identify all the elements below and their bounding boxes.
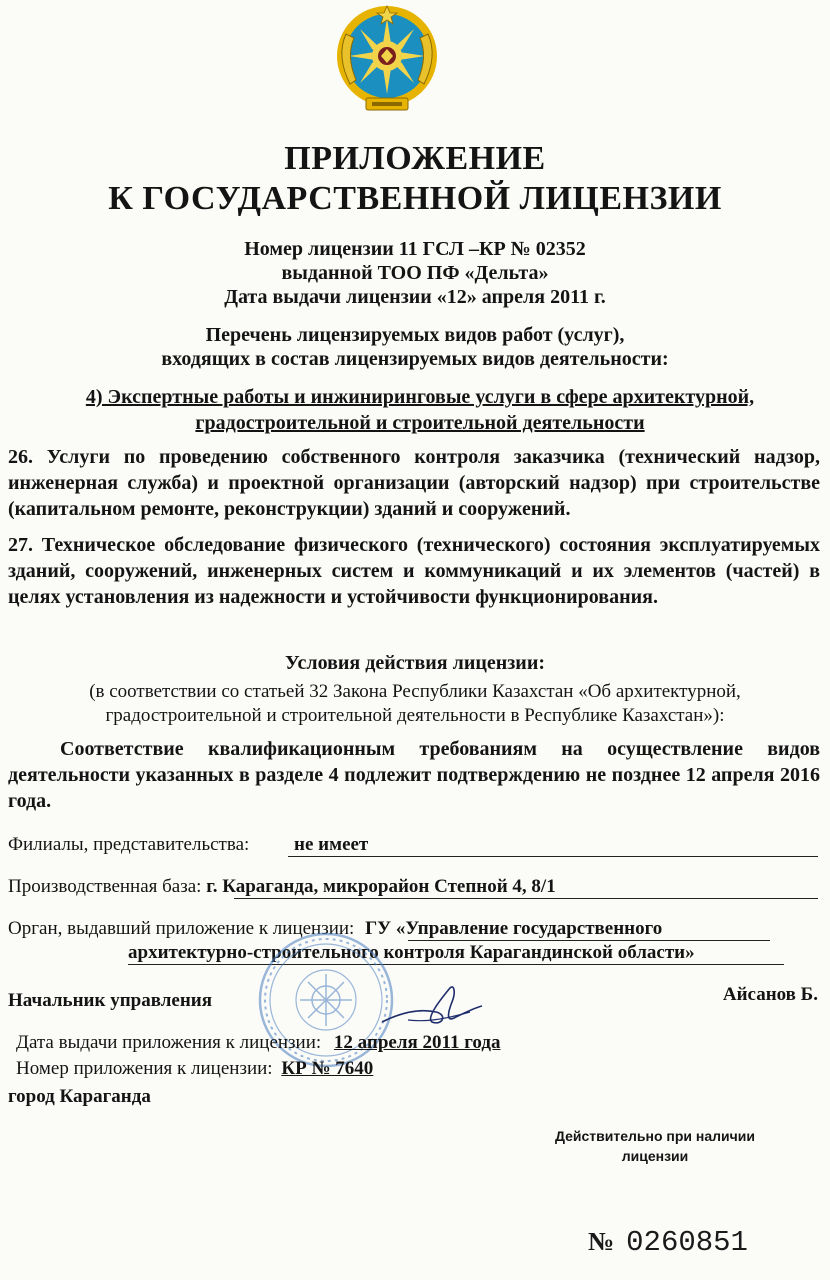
production-base-label: Производственная база: [8,876,202,897]
appendix-issue-date-value: 12 апреля 2011 года [333,1032,501,1053]
branches-label: Филиалы, представительства: [8,834,250,855]
branches-value: не имеет [294,834,369,855]
license-number: Номер лицензии 11 ГСЛ –КР № 02352 [244,238,586,260]
state-emblem-icon [332,4,442,116]
validity-note-line1: Действительно при наличии [554,1128,756,1144]
conditions-basis-line1: (в соответствии со статьей 32 Закона Республики Казахстан «Об архитектурной, [89,681,741,702]
production-base-value: г. Караганда, микрорайон Степной 4, 8/1 [206,876,556,897]
works-list-heading-line2: входящих в состав лицензируемых видов деятельности: [161,348,669,370]
section-heading [40,384,800,436]
works-list-heading: Перечень лицензируемых видов работ (услуг), [205,324,625,346]
signatory-name: Айсанов Б. [722,984,818,1005]
work-item-27: 27. Техническое обследование физического (технического) состояния эксплуатируемых зданий, сооружений, инженерных систем и коммуникаций и их элементов (частей) в целях установления из надежности и устойчивости функционирования. [8,534,820,608]
issuing-authority-underline [408,940,770,941]
section-heading-line2: градостроительной и строительной деятельности [195,412,645,434]
issuing-authority-value-line2: архитектурно-строительного контроля Карагандинской области» [128,942,695,963]
signatory-position: Начальник управления [8,990,212,1011]
branches-underline [288,856,818,857]
issuing-authority-label: Орган, выдавший приложение к лицензии: [8,918,355,939]
license-issue-date: Дата выдачи лицензии «12» апреля 2011 г. [224,286,606,308]
production-base-underline [234,898,818,899]
licensee-name: выданной ТОО ПФ «Дельта» [281,262,549,284]
appendix-number-value: КР № 7640 [281,1058,374,1079]
conditions-basis-line2: градостроительной и строительной деятельности в Республике Казахстан»): [105,705,725,726]
issuing-authority-value: ГУ «Управление государственного [365,918,663,939]
serial-number-sign: № [588,1227,615,1256]
conditions-heading: Условия действия лицензии: [284,652,546,674]
work-item-26: 26. Услуги по проведению собственного контроля заказчика (технический надзор, инженерная служба) и проектной организации (авторский надзор) при строительстве (капитальном ремонте, реконструкции) зданий и сооружений. [8,446,820,520]
appendix-issue-date-row [16,1032,500,1054]
serial-number-value: 0260851 [626,1226,748,1259]
production-base-field [8,876,556,898]
validity-note-line2: лицензии [621,1148,689,1164]
form-serial-number [588,1226,748,1259]
appendix-number-row [16,1058,373,1080]
conditions-text: Соответствие квалификационным требованиям на осуществление видов деятельности указанных в разделе 4 подлежит подтверждению не позднее 12 апреля 2016 года. [8,738,820,812]
issuing-city: город Караганда [8,1086,151,1107]
conditions-basis [20,680,810,728]
document-title-line2: К ГОСУДАРСТВЕННОЙ ЛИЦЕНЗИИ [108,180,722,217]
section-heading-line1: 4) Экспертные работы и инжиниринговые услуги в сфере архитектурной, [85,386,755,408]
appendix-issue-date-label: Дата выдачи приложения к лицензии: [16,1032,322,1053]
issuing-authority-value-line2-row [128,942,695,964]
validity-note [540,1126,770,1166]
issuing-authority-underline-2 [128,964,784,965]
document-title: ПРИЛОЖЕНИЕ [284,140,546,177]
handwritten-signature-icon [378,978,486,1038]
appendix-number-label: Номер приложения к лицензии: [16,1058,273,1079]
branches-field [8,834,368,856]
